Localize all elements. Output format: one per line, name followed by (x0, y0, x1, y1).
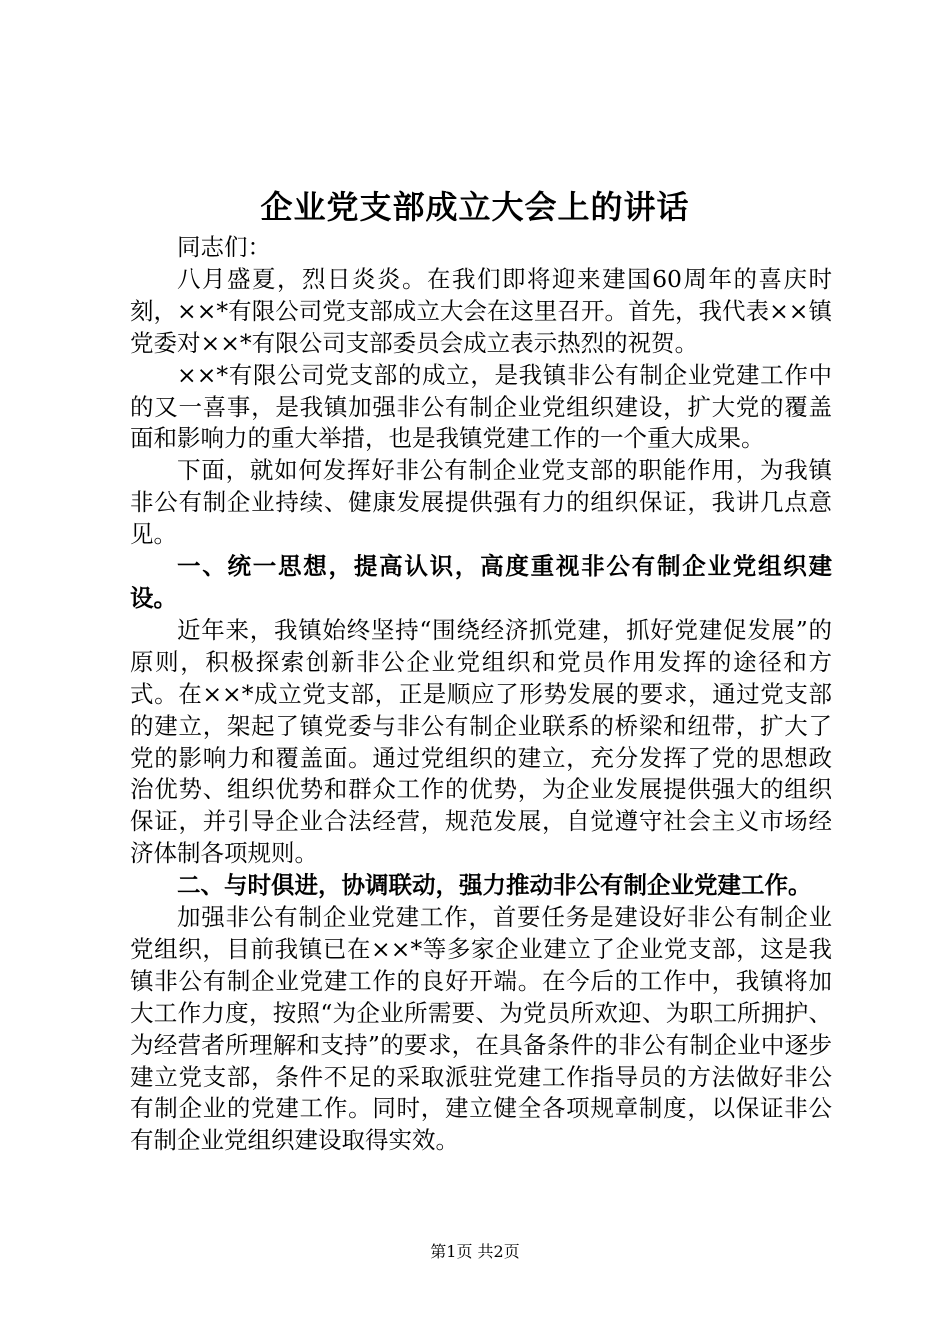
section-heading-2: 二、与时俱进，协调联动，强力推动非公有制企业党建工作。 (177, 871, 812, 900)
section-text-1: 近年来，我镇始终坚持“围绕经济抓党建，抓好党建促发展”的原则，积极探索创新非公企业党组织和党员作用发挥的途径和方式。在××*成立党支部，正是顺应了形势发展的要求，通过党支部的建立，架起了镇党委与非公有制企业联系的桥梁和纽带，扩大了党的影响力和覆盖面。通过党组织的建立，充分发挥了党的思想政治优势、组织优势和群众工作的优势，为企业发展提供强大的组织保证，并引导企业合法经营，规范发展，自觉遵守社会主义市场经济体制各项规则。 (130, 615, 832, 868)
paragraph-introduction: 下面，就如何发挥好非公有制企业党支部的职能作用，为我镇非公有制企业持续、健康发展提供强有力的组织保证，我讲几点意见。 (130, 456, 832, 549)
section-text-2: 加强非公有制企业党建工作，首要任务是建设好非公有制企业党组织，目前我镇已在××*等多家企业建立了企业党支部，这是我镇非公有制企业党建工作的良好开端。在今后的工作中，我镇将加大工作力度，按照“为企业所需要、为党员所欢迎、为职工所拥护、为经营者所理解和支持”的要求，在具备条件的非公有制企业中逐步建立党支部，条件不足的采取派驻党建工作指导员的方法做好非公有制企业的党建工作。同时，建立健全各项规章制度，以保证非公有制企业党组织建设取得实效。 (130, 903, 832, 1155)
paragraph-significance: ××*有限公司党支部的成立，是我镇非公有制企业党建工作中的又一喜事，是我镇加强非公有制企业党组织建设，扩大党的覆盖面和影响力的重大举措，也是我镇党建工作的一个重大成果。 (130, 360, 832, 453)
document-title: 企业党支部成立大会上的讲话 (260, 188, 690, 226)
document-body (130, 232, 832, 1157)
paragraph-opening: 八月盛夏，烈日炎炎。在我们即将迎来建国60周年的喜庆时刻，××*有限公司党支部成立大会在这里召开。首先，我代表××镇党委对××*有限公司支部委员会成立表示热烈的祝贺。 (130, 264, 832, 357)
page-number-footer: 第1页 共2页 (430, 1242, 520, 1261)
section-heading-1: 一、统一思想，提高认识，高度重视非公有制企业党组织建设。 (130, 552, 832, 612)
salutation: 同志们： (177, 233, 271, 261)
